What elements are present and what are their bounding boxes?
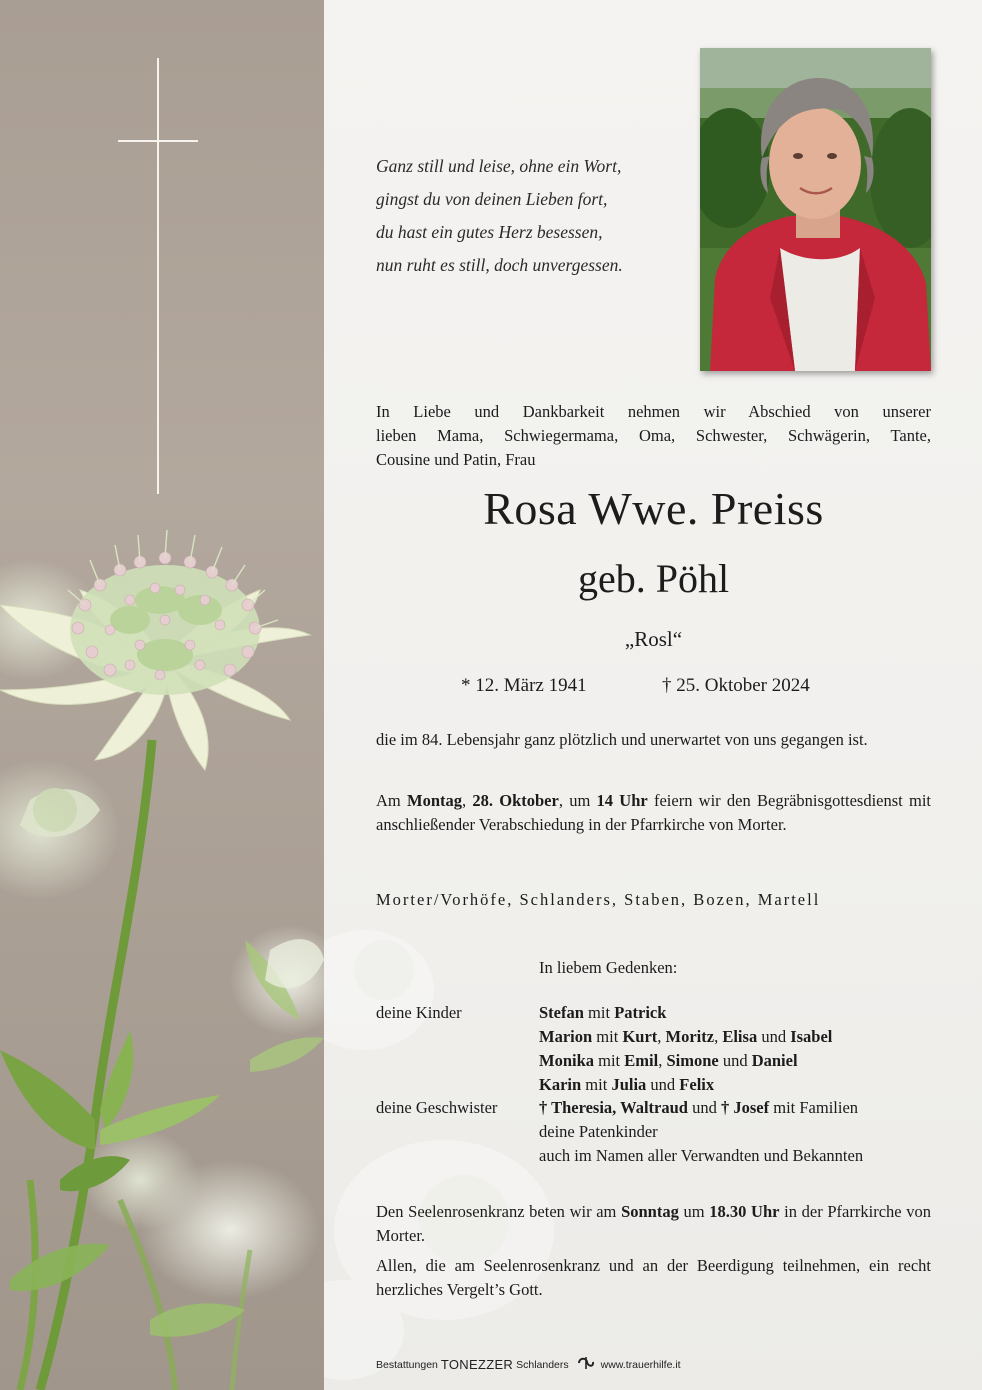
text-segment: um — [678, 1202, 710, 1221]
cross-vertical-bar — [157, 58, 159, 494]
text-segment: mit — [583, 1003, 615, 1022]
siblings-label: deine Geschwister — [376, 1098, 498, 1117]
footer-prefix: Bestattungen — [376, 1358, 438, 1371]
relatives-line: auch im Namen aller Verwandten und Bekannten — [539, 1146, 864, 1165]
godchildren-line: deine Patenkinder — [539, 1122, 658, 1141]
name: Marion — [539, 1027, 593, 1046]
text-segment: und — [757, 1027, 791, 1046]
funeral-paragraph — [376, 789, 931, 837]
rosary-paragraph — [376, 1200, 931, 1248]
text-segment: feiern wir den Begräbnisgottesdienst mit anschließender Verabschiedung in der Pfarrkirche von Morter. — [376, 791, 931, 834]
children-line — [539, 1001, 832, 1025]
text-segment: Am — [376, 791, 407, 810]
in-memory-heading: In liebem Gedenken: — [539, 958, 678, 977]
siblings-line — [539, 1096, 863, 1120]
places-line: Morter/Vorhöfe, Schlanders, Staben, Bozen, Martell — [376, 890, 821, 909]
text-segment: mit — [594, 1051, 625, 1070]
footer-town: Schlanders — [516, 1358, 569, 1371]
text-segment: mit Familien — [769, 1098, 859, 1117]
name: Daniel — [751, 1051, 798, 1070]
funeral-date: 28. Oktober — [472, 791, 559, 810]
name: † Josef — [720, 1098, 770, 1117]
trauerhilfe-logo-icon — [577, 1356, 595, 1373]
death-date: † 25. Oktober 2024 — [662, 675, 810, 696]
intro-text — [376, 400, 931, 472]
children-label: deine Kinder — [376, 1003, 462, 1022]
name: Stefan — [539, 1003, 584, 1022]
name: Julia — [611, 1075, 647, 1094]
name: Moritz — [665, 1027, 715, 1046]
name: Kurt — [622, 1027, 658, 1046]
children-line — [539, 1025, 832, 1049]
poem-line: Ganz still und leise, ohne ein Wort, — [376, 156, 622, 176]
text-segment: , — [714, 1027, 723, 1046]
poem — [376, 150, 696, 282]
text-segment: mit — [581, 1075, 612, 1094]
text-segment: und — [718, 1051, 752, 1070]
name: Simone — [666, 1051, 719, 1070]
birth-date: * 12. März 1941 — [461, 675, 587, 696]
name: Karin — [539, 1075, 582, 1094]
name: † Theresia, Waltraud — [539, 1098, 688, 1117]
thanks-paragraph: Allen, die am Seelenrosenkranz und an der Beerdigung teilnehmen, ein recht herzliches Vergelt’s Gott. — [376, 1256, 931, 1299]
intro-line-2: lieben Mama, Schwiegermama, Oma, Schwester, Schwägerin, Tante, — [376, 426, 931, 445]
poem-line: gingst du von deinen Lieben fort, — [376, 189, 608, 209]
text-segment: , — [657, 1027, 666, 1046]
siblings-list — [539, 1096, 863, 1168]
text-segment: , — [658, 1051, 667, 1070]
passing-paragraph: die im 84. Lebensjahr ganz plötzlich und unerwartet von uns gegangen ist. — [376, 730, 868, 749]
children-line — [539, 1049, 832, 1073]
text-segment: Den Seelenrosenkranz beten wir am — [376, 1202, 622, 1221]
name: Felix — [679, 1075, 715, 1094]
maiden-name: geb. Pöhl — [577, 556, 730, 601]
left-decor-panel — [0, 0, 324, 1390]
astrantia-flower-illustration — [0, 0, 324, 1390]
poem-line: du hast ein gutes Herz besessen, — [376, 222, 603, 242]
name: Monika — [539, 1051, 595, 1070]
deceased-name: Rosa Wwe. Preiss — [483, 483, 824, 534]
footer-brand: TONEZZER — [440, 1357, 514, 1372]
footer — [376, 1356, 681, 1373]
footer-url[interactable]: www.trauerhilfe.it — [600, 1358, 681, 1371]
funeral-day: Montag — [407, 791, 462, 810]
rosary-day: Sonntag — [621, 1202, 679, 1221]
children-list — [539, 1001, 832, 1097]
intro-line-3: Cousine und Patin, Frau — [376, 450, 536, 469]
portrait-illustration — [700, 48, 931, 371]
name: Isabel — [790, 1027, 833, 1046]
text-segment: , — [462, 791, 473, 810]
name: Elisa — [722, 1027, 758, 1046]
intro-line-1: In Liebe und Dankbarkeit nehmen wir Abschied von unserer — [376, 402, 931, 421]
text-segment: , um — [558, 791, 597, 810]
cross-horizontal-bar — [118, 140, 198, 142]
funeral-time: 14 Uhr — [596, 791, 648, 810]
children-line — [539, 1073, 832, 1097]
text-segment: und — [646, 1075, 680, 1094]
text-segment: in der Pfarrkirche von Morter. — [376, 1202, 931, 1245]
rosary-time: 18.30 Uhr — [709, 1202, 780, 1221]
text-segment: mit — [592, 1027, 623, 1046]
name: Emil — [624, 1051, 659, 1070]
text-segment: und — [687, 1098, 721, 1117]
poem-line: nun ruht es still, doch unvergessen. — [376, 255, 623, 275]
name: Patrick — [614, 1003, 667, 1022]
portrait-photo — [700, 48, 931, 371]
nickname: „Rosl“ — [624, 627, 683, 651]
